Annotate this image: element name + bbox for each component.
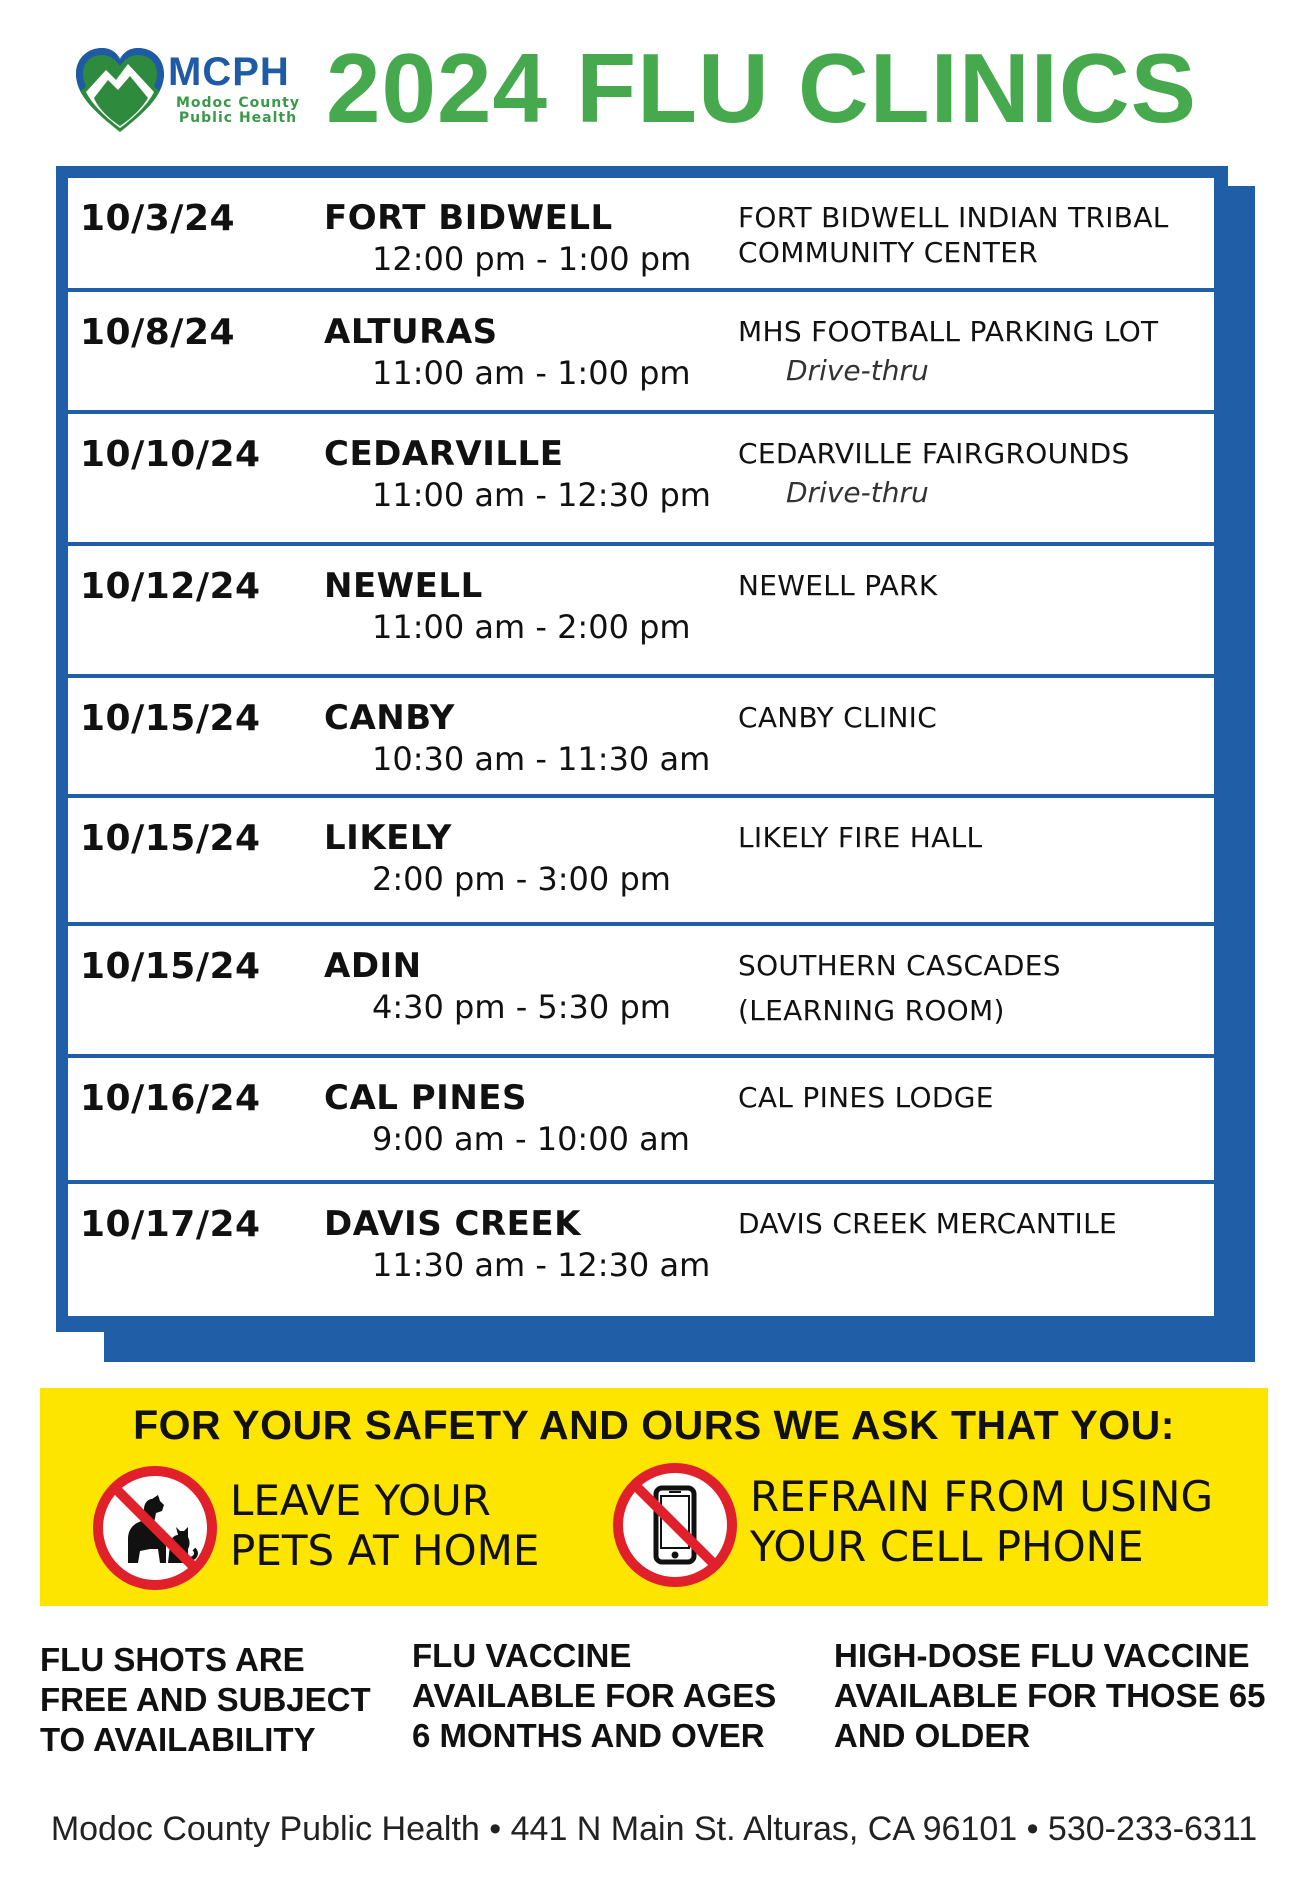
clinic-location-line: FORT BIDWELL INDIAN TRIBAL	[738, 201, 1169, 234]
footer-contact: Modoc County Public Health • 441 N Main St. Alturas, CA 96101 • 530-233-6311	[50, 1810, 1258, 1848]
vaccine-ages-info: FLU VACCINE AVAILABLE FOR AGES 6 MONTHS AND OVER	[412, 1637, 777, 1754]
clinic-row	[68, 1058, 1214, 1180]
clinic-town: ADIN	[324, 946, 422, 986]
clinic-location-line: LIKELY FIRE HALL	[738, 821, 983, 854]
clinic-location	[738, 1206, 1117, 1241]
clinic-time: 4:30 pm - 5:30 pm	[372, 988, 671, 1026]
clinic-town: FORT BIDWELL	[324, 198, 613, 238]
clinic-location	[738, 700, 937, 735]
page-title: 2024 FLU CLINICS	[326, 33, 1197, 143]
clinic-date: 10/8/24	[80, 312, 236, 353]
clinic-location	[738, 568, 937, 603]
clinic-time: 11:00 am - 12:30 pm	[372, 476, 711, 514]
leave-pets-text	[230, 1476, 539, 1576]
clinic-row	[68, 926, 1214, 1054]
clinic-location-line: SOUTHERN CASCADES	[738, 949, 1061, 982]
clinic-time: 10:30 am - 11:30 am	[372, 740, 711, 778]
clinic-date: 10/12/24	[80, 566, 261, 607]
logo-abbreviation: MCPH	[168, 50, 290, 94]
leave-pets-line: LEAVE YOUR	[230, 1476, 491, 1525]
logo-subtitle-line: Public Health	[178, 110, 298, 126]
clinic-location	[738, 314, 1158, 349]
clinic-time: 9:00 am - 10:00 am	[372, 1120, 690, 1158]
clinic-town: CEDARVILLE	[324, 434, 564, 474]
refrain-phone-text	[750, 1472, 1213, 1572]
clinic-town: ALTURAS	[324, 312, 498, 352]
heart-mountain-icon	[72, 46, 168, 136]
clinic-location	[738, 200, 1169, 270]
clinic-location-line: COMMUNITY CENTER	[738, 236, 1038, 269]
clinic-town: NEWELL	[324, 566, 483, 606]
clinic-row	[68, 678, 1214, 794]
clinic-time: 2:00 pm - 3:00 pm	[372, 860, 671, 898]
clinic-location	[738, 1080, 994, 1115]
clinic-date: 10/15/24	[80, 818, 261, 859]
clinic-location-line: NEWELL PARK	[738, 569, 938, 602]
safety-banner	[40, 1388, 1268, 1606]
free-shots-info: FLU SHOTS ARE FREE AND SUBJECT TO AVAILABILITY	[40, 1641, 371, 1758]
high-dose-info: HIGH-DOSE FLU VACCINE AVAILABLE FOR THOSE 65 AND OLDER	[834, 1637, 1266, 1754]
mcph-logo	[72, 46, 312, 136]
clinic-schedule-table	[68, 178, 1214, 1320]
clinic-town: CAL PINES	[324, 1078, 528, 1118]
leave-pets-line: PETS AT HOME	[230, 1526, 540, 1575]
clinic-location-line: CEDARVILLE FAIRGROUNDS	[738, 437, 1130, 470]
clinic-location	[738, 820, 982, 855]
clinic-note: Drive-thru	[786, 354, 929, 387]
clinic-row	[68, 546, 1214, 674]
clinic-date: 10/15/24	[80, 946, 261, 987]
clinic-row	[68, 178, 1214, 288]
clinic-row	[68, 292, 1214, 410]
clinic-location-line: (LEARNING ROOM)	[738, 994, 1005, 1027]
clinic-town: DAVIS CREEK	[324, 1204, 581, 1244]
clinic-location-line: DAVIS CREEK MERCANTILE	[738, 1207, 1117, 1240]
no-cell-phone-icon	[612, 1462, 738, 1588]
clinic-location	[738, 436, 1130, 471]
clinic-note: Drive-thru	[786, 476, 929, 509]
clinic-date: 10/17/24	[80, 1204, 261, 1245]
logo-subtitle-line: Modoc County	[175, 95, 300, 111]
clinic-row	[68, 798, 1214, 922]
clinic-date: 10/16/24	[80, 1078, 261, 1119]
clinic-location	[738, 948, 1061, 1028]
header	[0, 0, 1308, 160]
clinic-time: 11:30 am - 12:30 am	[372, 1246, 711, 1284]
clinic-date: 10/15/24	[80, 698, 261, 739]
clinic-row	[68, 414, 1214, 542]
clinic-location-line: CAL PINES LODGE	[738, 1081, 994, 1114]
clinic-location-line: CANBY CLINIC	[738, 701, 938, 734]
no-pets-icon	[92, 1465, 218, 1591]
clinic-date: 10/3/24	[80, 198, 236, 239]
safety-banner-title: FOR YOUR SAFETY AND OURS WE ASK THAT YOU:	[133, 1402, 1175, 1448]
clinic-town: LIKELY	[324, 818, 452, 858]
clinic-date: 10/10/24	[80, 434, 261, 475]
refrain-phone-line: YOUR CELL PHONE	[750, 1522, 1144, 1571]
clinic-location-line: MHS FOOTBALL PARKING LOT	[738, 315, 1159, 348]
clinic-time: 11:00 am - 2:00 pm	[372, 608, 691, 646]
logo-subtitle	[170, 96, 306, 126]
clinic-town: CANBY	[324, 698, 455, 738]
clinic-row	[68, 1184, 1214, 1316]
clinic-time: 12:00 pm - 1:00 pm	[372, 240, 692, 278]
clinic-time: 11:00 am - 1:00 pm	[372, 354, 691, 392]
refrain-phone-line: REFRAIN FROM USING	[750, 1472, 1213, 1521]
